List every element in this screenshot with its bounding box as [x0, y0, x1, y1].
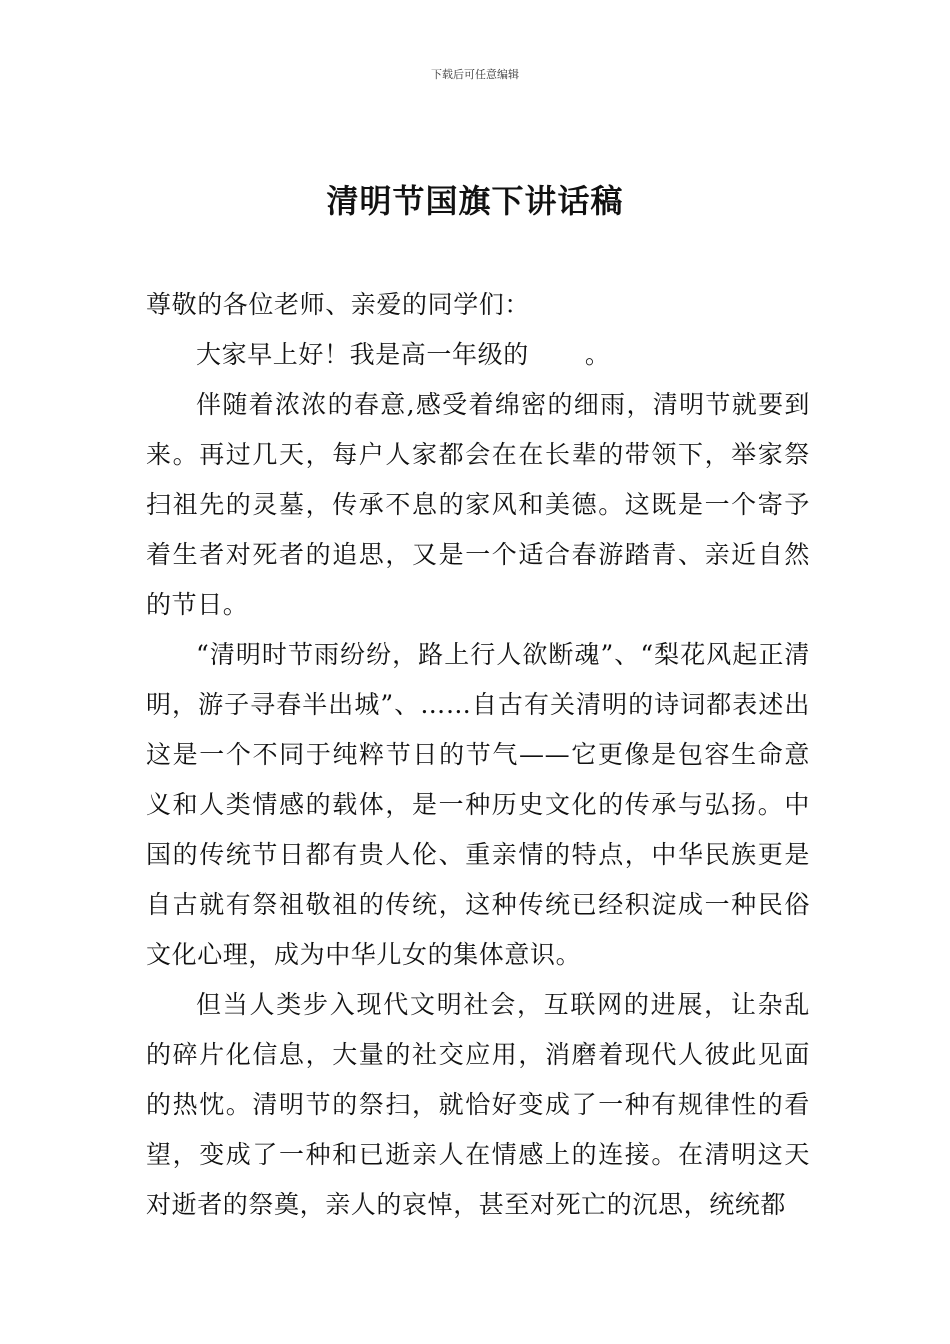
- paragraph-1: 伴随着浓浓的春意,感受着绵密的细雨，清明节就要到来。再过几天，每户人家都会在在长辈的带领下，举家祭扫祖先的灵墓，传承不息的家风和美德。这既是一个寄予着生者对死者的追思，又是一个适合春游踏青、亲近自然的节日。: [146, 390, 810, 619]
- header-note: 下载后可任意编辑: [431, 68, 519, 81]
- document-body: [146, 280, 810, 1230]
- paragraph-3: 但当人类步入现代文明社会，互联网的进展，让杂乱的碎片化信息，大量的社交应用，消磨着现代人彼此见面的热忱。清明节的祭扫，就恰好变成了一种有规律性的看望，变成了一种和已逝亲人在情感上的连接。在清明这天对逝者的祭奠，亲人的哀悼，甚至对死亡的沉思，统统都: [146, 990, 810, 1219]
- greeting-text: 大家早上好！我是高一年级的: [196, 340, 529, 369]
- greeting-end: 。: [584, 340, 611, 369]
- salutation: 尊敬的各位老师、亲爱的同学们：: [146, 290, 531, 319]
- paragraph-2: “清明时节雨纷纷，路上行人欲断魂”、“梨花风起正清明，游子寻春半出城”、……自古有关清明的诗词都表述出这是一个不同于纯粹节日的节气——它更像是包容生命意义和人类情感的载体，是一种历史文化的传承与弘扬。中国的传统节日都有贵人伦、重亲情的特点，中华民族更是自古就有祭祖敬祖的传统，这种传统已经积淀成一种民俗文化心理，成为中华儿女的集体意识。: [146, 640, 810, 969]
- greeting: [146, 330, 810, 380]
- document-title: 清明节国旗下讲话稿: [326, 182, 624, 220]
